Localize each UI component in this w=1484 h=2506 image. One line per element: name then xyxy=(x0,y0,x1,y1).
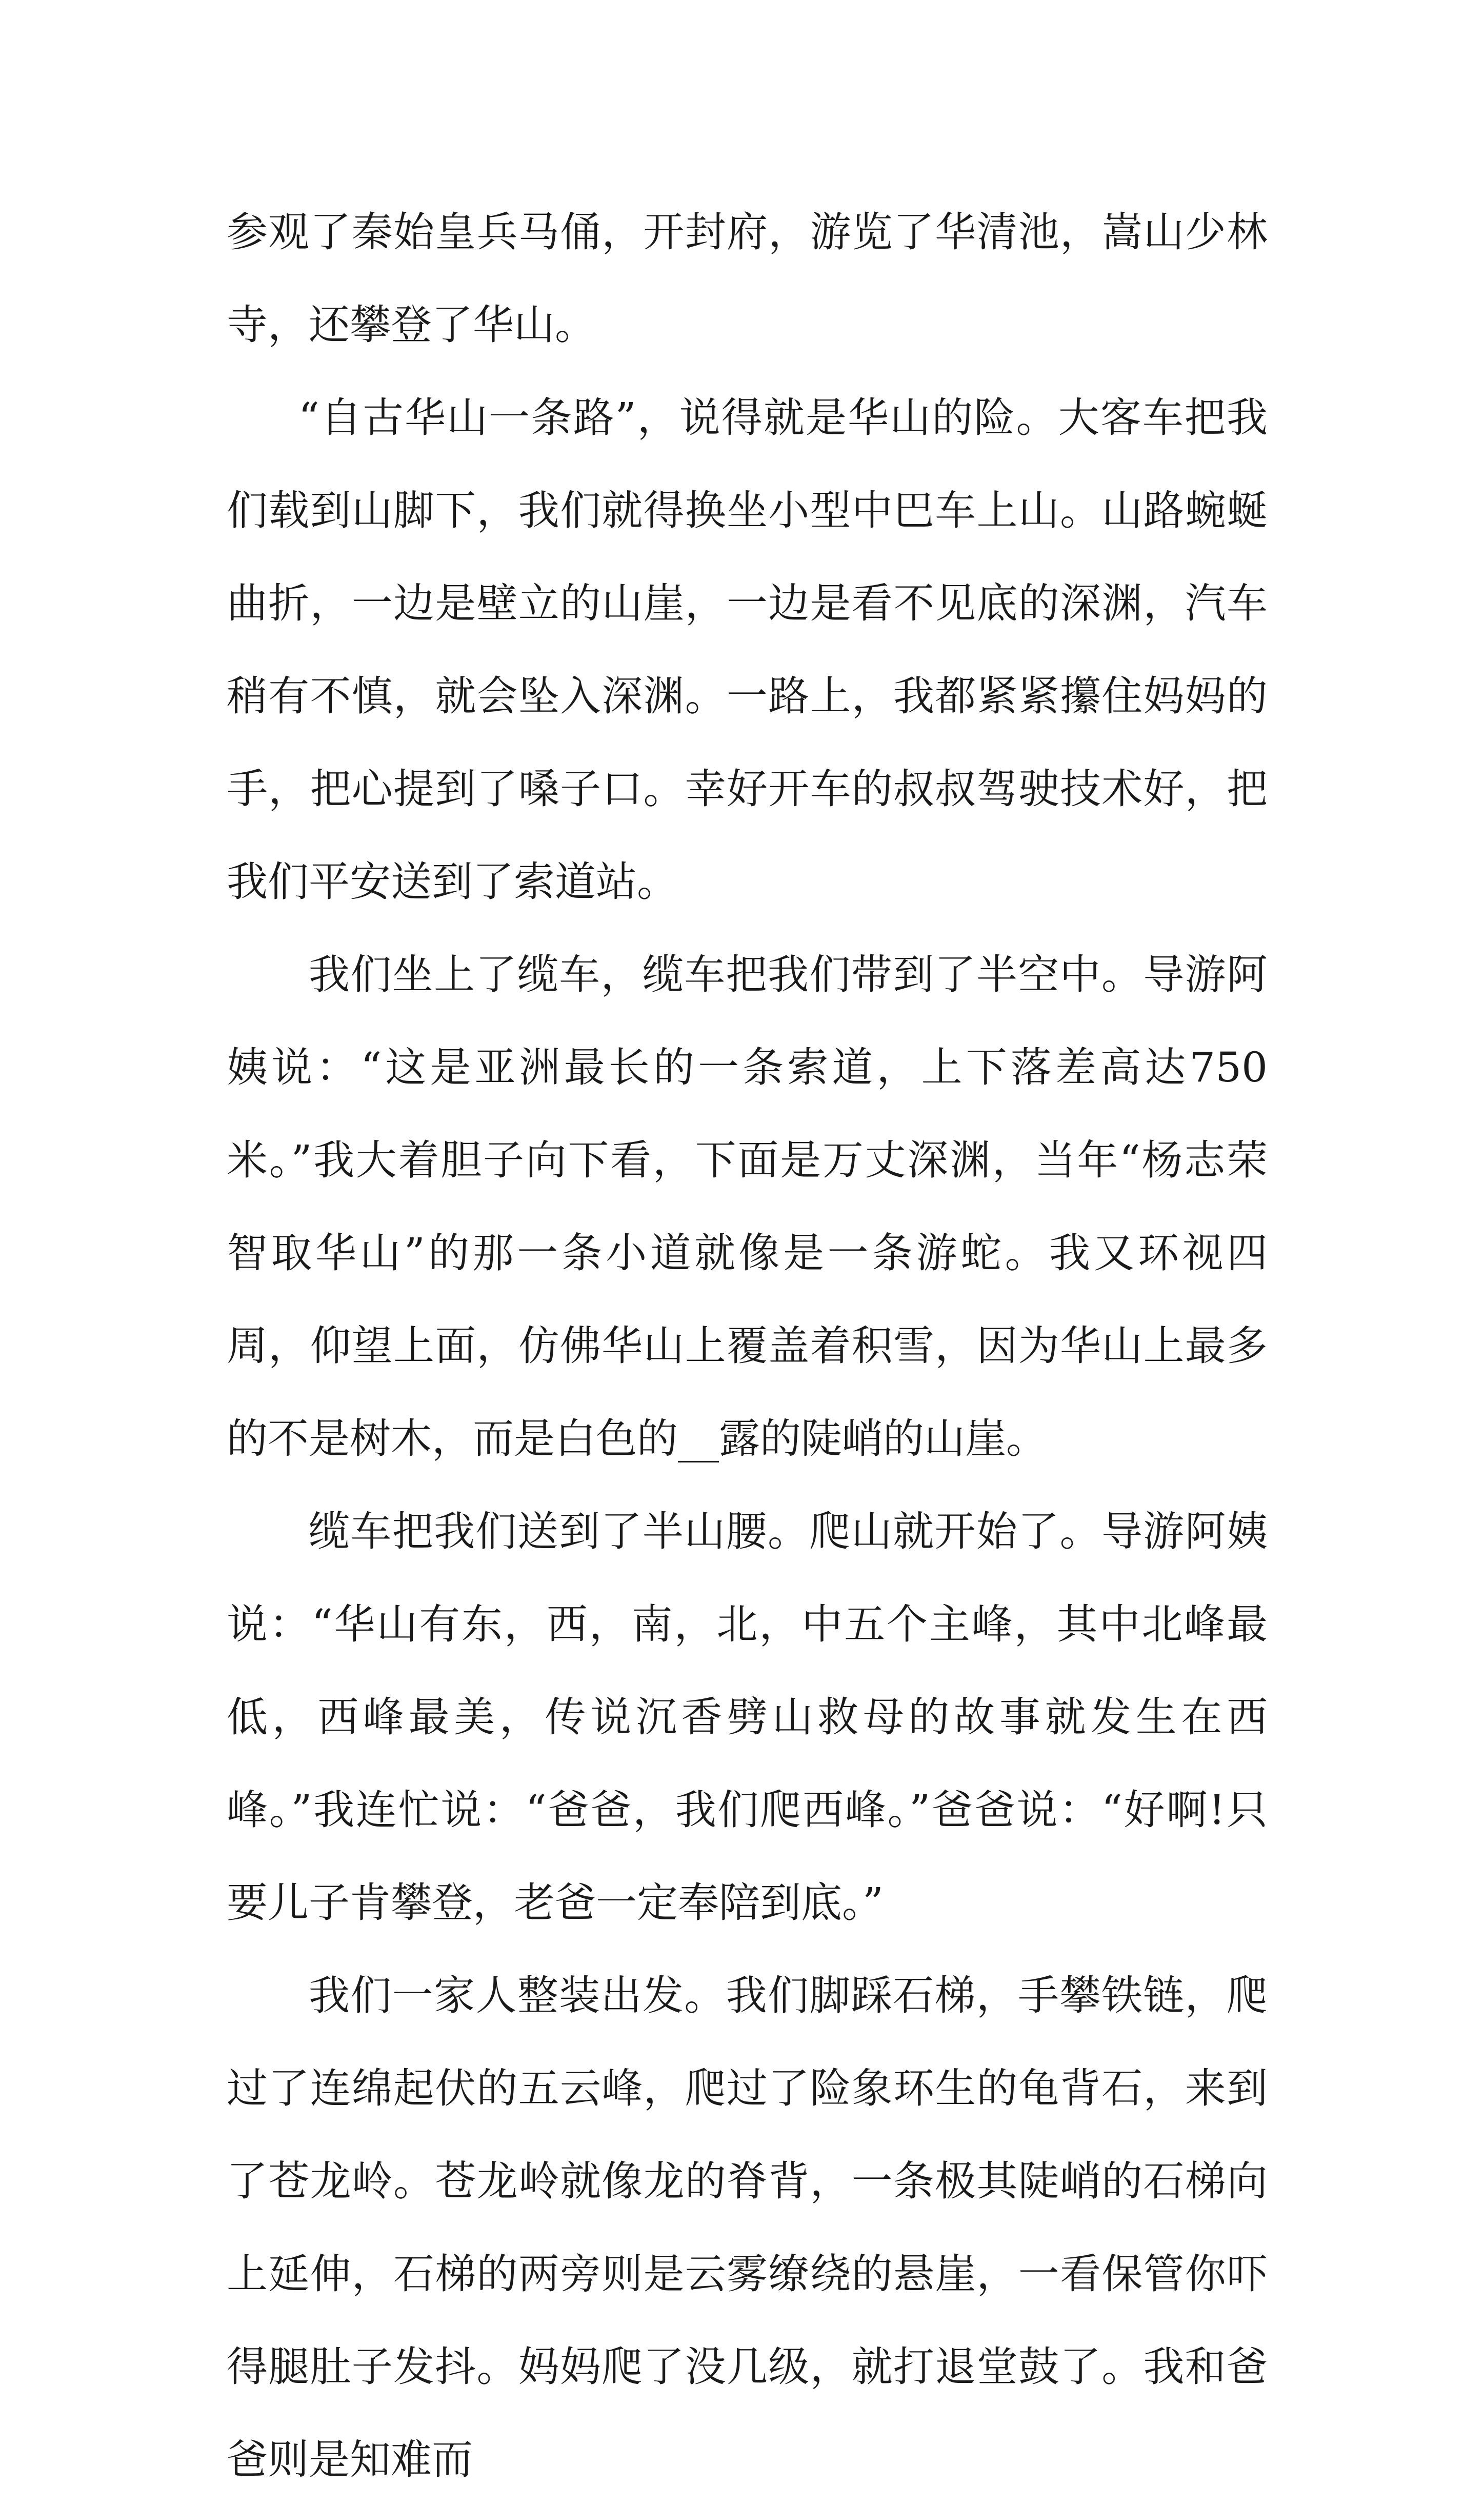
paragraph-4: 缆车把我们送到了半山腰。爬山就开始了。导游阿姨说：“华山有东，西，南，北，中五个主峰，其中北峰最低，西峰最美，传说沉香劈山救母的故事就发生在西峰。”我连忙说：“爸爸，我们爬西峰。”爸爸说：“好啊!只要儿子肯攀登，老爸一定奉陪到底。” xyxy=(227,1508,1268,1927)
paragraph-2: “自古华山一条路”，说得就是华山的险。大客车把我们载到山脚下，我们就得换坐小型中巴车上山。山路蜿蜒曲折，一边是壁立的山崖，一边是看不见底的深渊，汽车稍有不慎，就会坠入深渊。一路上，我都紧紧攥住妈妈的手，把心提到了嗓子口。幸好开车的叔叔驾驶技术好，把我们平安送到了索道站。 xyxy=(227,394,1268,906)
paragraph-5: 我们一家人整装出发。我们脚踩石梯，手攀铁链，爬过了连绵起伏的五云峰，爬过了险象环生的龟背石，来到了苍龙岭。苍龙岭就像龙的脊背，一条极其陡峭的石梯向上延伸，石梯的两旁则是云雾缭绕的悬崖，一看保管你吓得腿肚子发抖。妈妈爬了没几级，就打退堂鼓了。我和爸爸则是知难而 xyxy=(227,1972,1268,2483)
paragraph-1: 参观了秦始皇兵马俑，开封府，游览了华清池，嵩山少林寺，还攀登了华山。 xyxy=(227,208,1268,349)
document-body xyxy=(227,186,1268,2506)
paragraph-3: 我们坐上了缆车，缆车把我们带到了半空中。导游阿姨说：“这是亚洲最长的一条索道，上下落差高达750米。”我大着胆子向下看，下面是万丈深渊，当年“杨志荣智取华山”的那一条小道就像是一条游蛇。我又环视四周，仰望上面，仿佛华山上覆盖着积雪，因为华山上最多的不是树木，而是白色的__露的陡峭的山崖。 xyxy=(227,951,1268,1462)
